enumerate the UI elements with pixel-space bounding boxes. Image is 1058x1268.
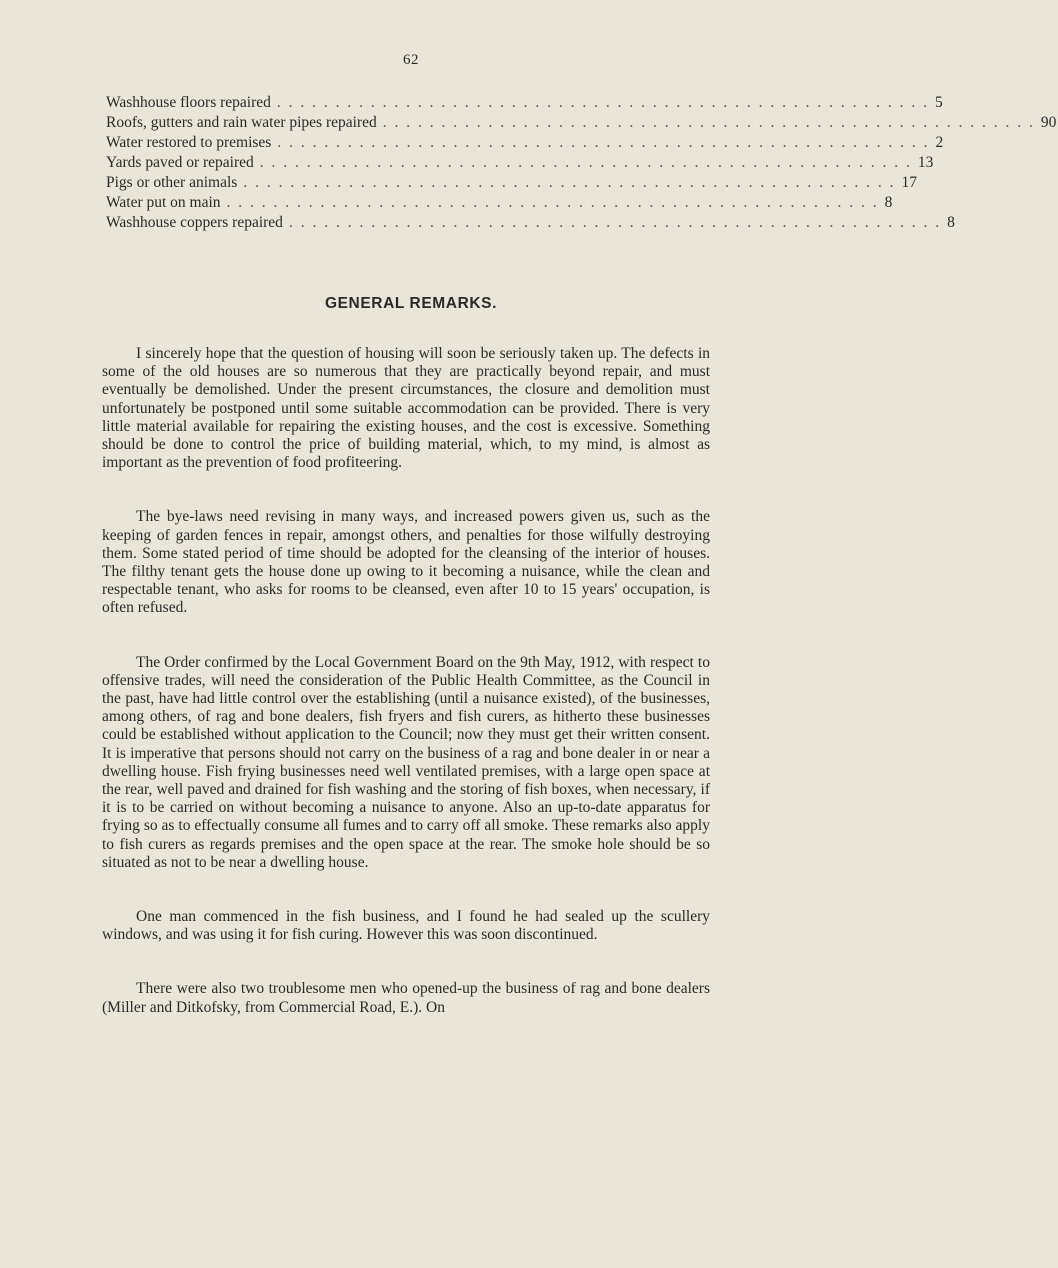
item-value: 8 (884, 194, 893, 211)
dot-leader: . . . . . . . . . . . . . . . . . . . . . . . . . . . . . . . . . . . . . . . . . . . . . . . . . . . . . . . . (226, 194, 879, 211)
item-label: Washhouse floors repaired (106, 94, 271, 111)
paragraph-housing: I sincerely hope that the question of housing will soon be seriously taken up. The defects in some of the old houses are so numerous that they are practically beyond repair, and must eventually be demolished. Under the present circumstances, the closure and demolition must unfortunately be postponed until some suitable accommodation can be provided. There is very little material available for repairing the existing houses, and the cost is excessive. Something should be done to control the price of building material, which, to my mind, is almost as important as the prevention of food profiteering. (102, 345, 710, 472)
dot-leader: . . . . . . . . . . . . . . . . . . . . . . . . . . . . . . . . . . . . . . . . . . . . . . . . . . . . . . . . (243, 174, 896, 191)
item-value: 13 (917, 154, 934, 171)
repairs-list (102, 93, 1057, 233)
list-item (106, 173, 917, 193)
item-value: 17 (901, 174, 917, 191)
dot-leader: . . . . . . . . . . . . . . . . . . . . . . . . . . . . . . . . . . . . . . . . . . . . . . . . . . . . . . . . (259, 154, 912, 171)
list-item (106, 153, 934, 173)
paragraph-rag-bone-dealers: There were also two troublesome men who opened-up the business of rag and bone dealers (Miller and Ditkofsky, from Commercial Road, E.). On (102, 980, 710, 1016)
item-label: Pigs or other animals (106, 174, 238, 191)
paragraph-offensive-trades: The Order confirmed by the Local Government Board on the 9th May, 1912, with respect to offensive trades, will need the consideration of the Public Health Committee, as the Council in the past, have had little control over the establishing (until a nuisance existed), of the businesses, among others, of rag and bone dealers, fish fryers and fish curers, as hitherto these businesses could be established without application to the Council; now they must get their written consent. It is imperative that persons should not carry on the business of a rag and bone dealer in or near a dwelling house. Fish frying businesses need well ventilated premises, with a large open space at the rear, well paved and drained for fish washing and the storing of fish boxes, when necessary, if it is to be carried on without becoming a nuisance to anyone. Also an up-to-date apparatus for frying so as to effectually consume all fumes and to carry off all smoke. These remarks also apply to fish curers as regards premises and the open space at the rear. The smoke hole should be so situated as not to be near a dwelling house. (102, 653, 710, 871)
dot-leader: . . . . . . . . . . . . . . . . . . . . . . . . . . . . . . . . . . . . . . . . . . . . . . . . . . . . . . . . (382, 114, 1035, 131)
item-label: Yards paved or repaired (106, 154, 254, 171)
item-value: 8 (947, 214, 955, 231)
item-label: Roofs, gutters and rain water pipes repaired (106, 114, 377, 131)
item-label: Water put on main (106, 194, 221, 211)
section-heading: GENERAL REMARKS. (324, 295, 498, 312)
dot-leader: . . . . . . . . . . . . . . . . . . . . . . . . . . . . . . . . . . . . . . . . . . . . . . . . . . . . . . . . (276, 94, 930, 111)
list-item (106, 133, 944, 153)
item-label: Washhouse coppers repaired (106, 214, 283, 231)
item-value: 5 (935, 94, 943, 111)
list-item (106, 113, 1057, 133)
paragraph-fish-business: One man commenced in the fish business, and I found he had sealed up the scullery windows, and was using it for fish curing. However this was soon discontinued. (102, 908, 710, 944)
list-item (106, 213, 955, 233)
dot-leader: . . . . . . . . . . . . . . . . . . . . . . . . . . . . . . . . . . . . . . . . . . . . . . . . . . . . . . . . (288, 214, 942, 231)
dot-leader: . . . . . . . . . . . . . . . . . . . . . . . . . . . . . . . . . . . . . . . . . . . . . . . . . . . . . . . . (277, 134, 930, 151)
item-value: 90 (1040, 114, 1057, 131)
list-item (106, 193, 893, 213)
item-value: 2 (935, 134, 944, 151)
page-number: 62 (403, 52, 419, 68)
item-label: Water restored to premises (106, 134, 272, 151)
list-item (106, 93, 943, 113)
paragraph-bye-laws: The bye-laws need revising in many ways, and increased powers given us, such as the keeping of garden fences in repair, amongst others, and penalties for those wilfully destroying them. Some stated period of time should be adopted for the cleansing of the interior of houses. The filthy tenant gets the house done up owing to it becoming a nuisance, while the clean and respectable tenant, who asks for rooms to be cleansed, even after 10 to 15 years' occupation, is often refused. (102, 508, 710, 617)
